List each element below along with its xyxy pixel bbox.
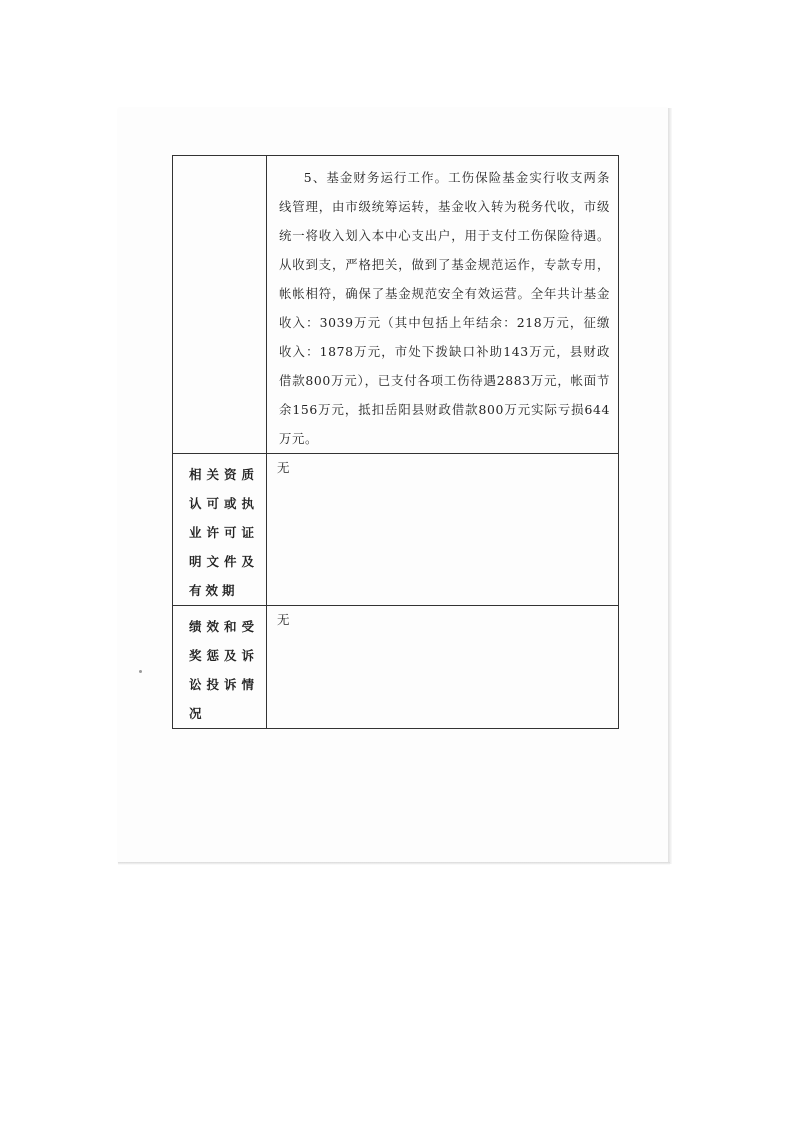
scan-page-edge-bottom bbox=[118, 862, 670, 865]
performance-label: 绩效和受奖惩及诉讼投诉情况 bbox=[189, 619, 258, 721]
table-row-performance bbox=[173, 606, 619, 729]
content-cell-qualifications bbox=[267, 454, 619, 606]
scan-page-edge-right bbox=[668, 108, 672, 864]
report-form-table bbox=[172, 155, 619, 729]
table-row-qualifications bbox=[173, 454, 619, 606]
label-cell-qualifications bbox=[173, 454, 267, 606]
content-cell-performance bbox=[267, 606, 619, 729]
qualifications-value: 无 bbox=[277, 460, 290, 475]
label-cell-performance bbox=[173, 606, 267, 729]
qualifications-label: 相关资质认可或执业许可证明文件及有效期 bbox=[189, 467, 258, 598]
performance-value: 无 bbox=[277, 612, 290, 627]
row-label bbox=[173, 156, 266, 162]
table-row-fund-finance bbox=[173, 156, 619, 454]
label-cell-empty bbox=[173, 156, 267, 454]
scan-speck bbox=[139, 670, 142, 673]
content-cell-fund-finance bbox=[267, 156, 619, 454]
fund-finance-paragraph: 5、基金财务运行工作。工伤保险基金实行收支两条线管理，由市级统筹运转，基金收入转为税务代收，市级统一将收入划入本中心支出户，用于支付工伤保险待遇。从收到支，严格把关，做到了基金规范运作，专款专用，帐帐相符，确保了基金规范安全有效运营。全年共计基金收入：3039万元（其中包括上年结余：218万元，征缴收入：1878万元，市处下拨缺口补助143万元，县财政借款800万元），已支付各项工伤待遇2883万元，帐面节余156万元，抵扣岳阳县财政借款800万元实际亏损644万元。 bbox=[279, 170, 610, 446]
